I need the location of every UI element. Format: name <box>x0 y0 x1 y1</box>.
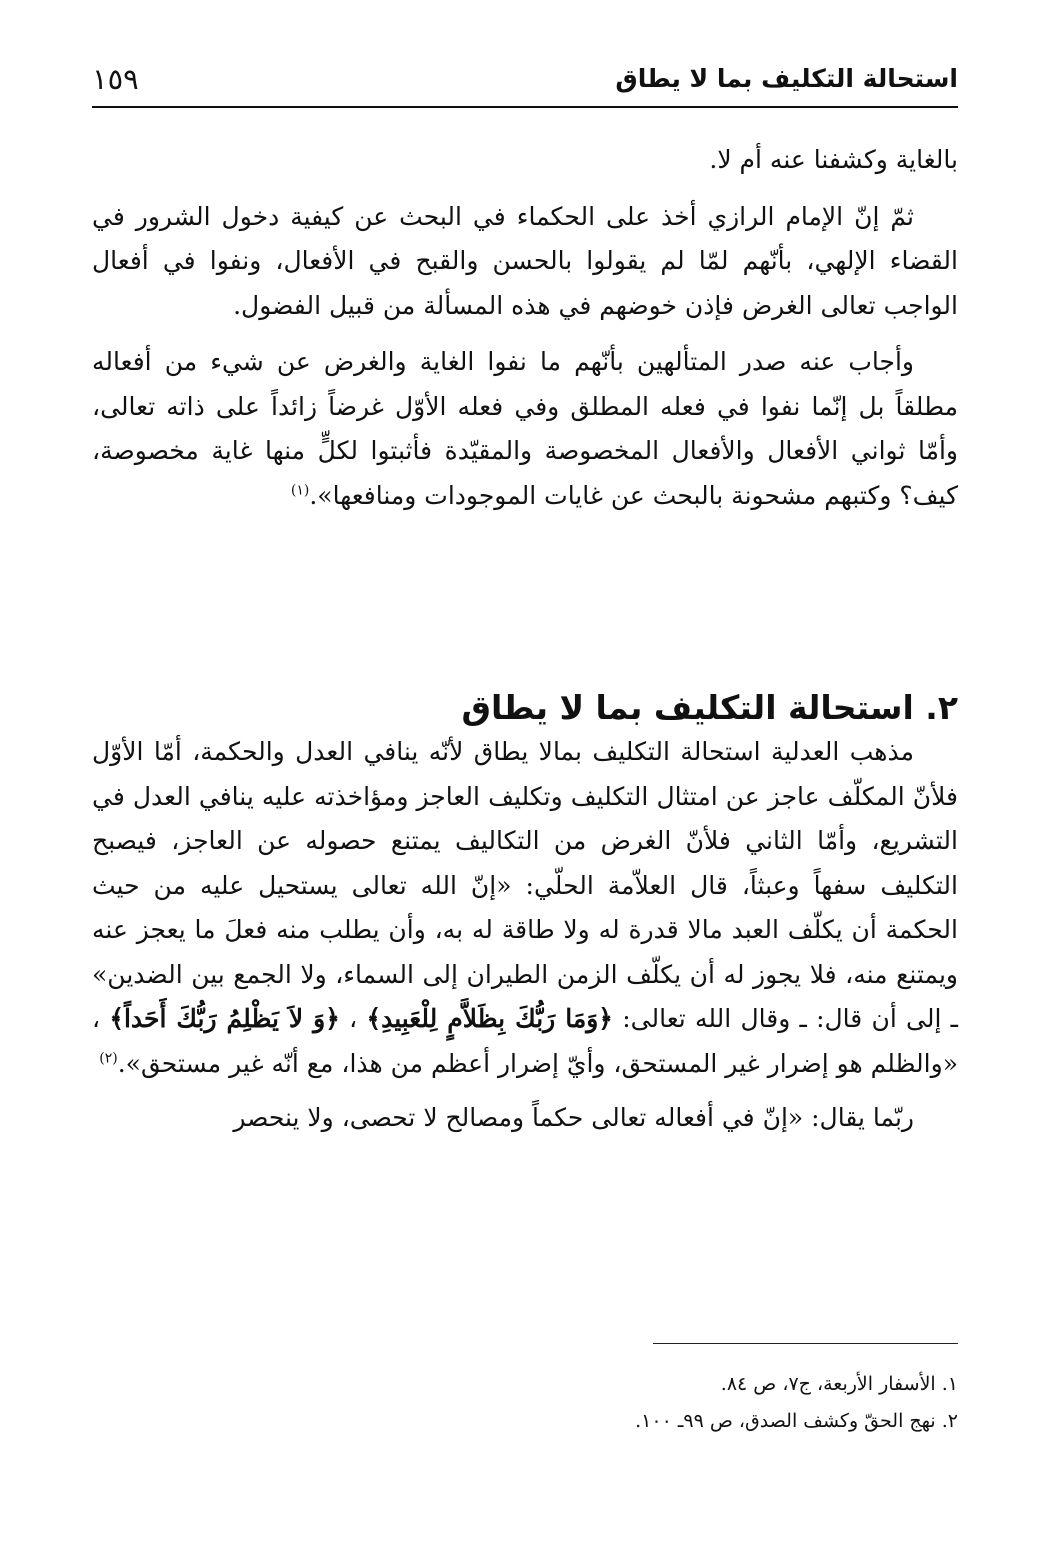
running-title: استحالة التكليف بما لا يطاق <box>615 64 958 93</box>
footnote-1: ١. الأسفار الأربعة، ج٧، ص ٨٤. <box>720 1373 958 1395</box>
paragraph-1: بالغاية وكشفنا عنه أم لا. <box>709 145 958 174</box>
section-paragraph-2: ربّما يقال: «إنّ في أفعاله تعالى حكماً ومصالح لا تحصى، ولا ينحصر <box>233 1103 914 1132</box>
section-paragraph-1-part1: مذهب العدلية استحالة التكليف بمالا يطاق لأنّه ينافي العدل والحكمة، أمّا الأوّل فلأنّ المكلّف عاجز عن امتثال التكليف وتكليف العاجز ومؤاخذته عليه ينافي العدل في التشريع، وأمّا الثاني فلأنّ الغرض من التكاليف يمتنع حصوله عن العاجز، فيصبح التكليف سفهاً وعبثاً، قال العلاّمة الحلّي: «إنّ الله تعالى يستحيل عليه من حيث الحكمة أن يكلّف العبد مالا قدرة له ولا طاقة له به، وأن يطلب منه فعلَ ما يعجز عنه ويمتنع منه، فلا يجوز له أن يكلّف الزمن الطيران إلى السماء، ولا الجمع بين الضدين» ـ إلى أن قال: ـ وقال الله تعالى: <box>92 737 958 1033</box>
quran-verse-2: ﴿وَ لاَ يَظْلِمُ رَبُّكَ أَحَداً﴾ <box>109 1004 340 1033</box>
section-paragraph-1 <box>92 730 958 1086</box>
section-heading: ٢. استحالة التكليف بما لا يطاق <box>461 688 958 727</box>
book-page <box>92 0 958 1545</box>
section-paragraph-1-part2: ، «والظلم هو إضرار غير المستحق، وأيّ إضرار أعظم من هذا، مع أنّه غير مستحق». <box>92 1004 958 1078</box>
footnote-divider <box>653 1343 958 1344</box>
running-head <box>92 62 958 108</box>
footnotes <box>92 1366 958 1440</box>
paragraph-3 <box>92 340 958 518</box>
body-text <box>92 138 958 530</box>
footnote-ref-2: (٢) <box>99 1050 118 1067</box>
quran-verse-1: ﴿وَمَا رَبُّكَ بِظَلاَّمٍ لِلْعَبِيدِ﴾ <box>366 1004 613 1033</box>
verse-separator: ، <box>339 1004 367 1033</box>
page-number: ١٥٩ <box>92 62 139 96</box>
paragraph-3-text: وأجاب عنه صدر المتألهين بأنّهم ما نفوا الغاية والغرض عن شيء من أفعاله مطلقاً بل إنّما نفوا في فعله المطلق وفي فعله الأوّل غرضاً زائداً على ذاته تعالى، وأمّا ثواني الأفعال والأفعال المخصوصة والمقيّدة فأثبتوا لكلٍّ منها غاية مخصوصة، كيف؟ وكتبهم مشحونة بالبحث عن غايات الموجودات ومنافعها». <box>92 347 958 510</box>
footnote-2: ٢. نهج الحقّ وكشف الصدق، ص ٩٩ـ ١٠٠. <box>635 1410 958 1432</box>
section-text <box>92 730 958 1151</box>
footnote-ref-1: (١) <box>290 482 310 499</box>
paragraph-2: ثمّ إنّ الإمام الرازي أخذ على الحكماء في البحث عن كيفية دخول الشرور في القضاء الإلهي، بأنّهم لمّا لم يقولوا بالحسن والقبح في الأفعال، ونفوا في أفعال الواجب تعالى الغرض فإذن خوضهم في هذه المسألة من قبيل الفضول. <box>92 201 958 320</box>
